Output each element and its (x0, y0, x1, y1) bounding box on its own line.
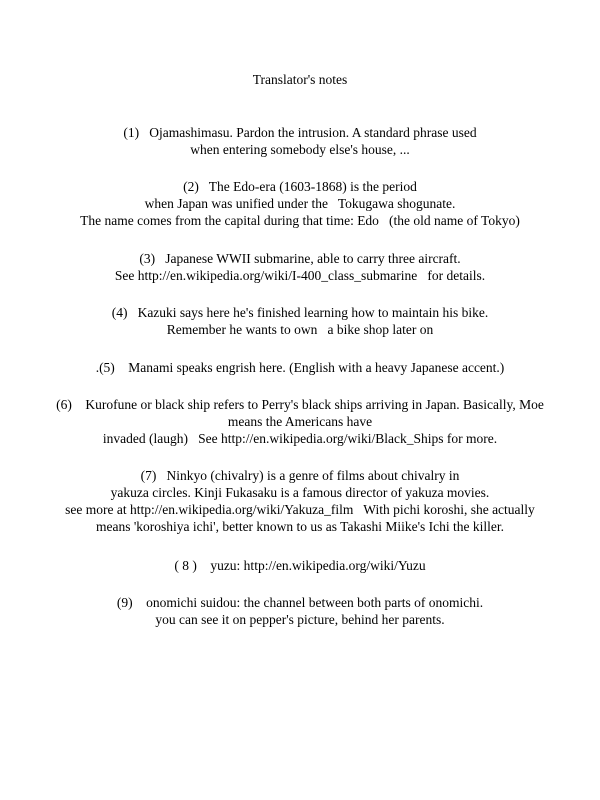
note-6-line-2: means the Americans have (227, 414, 373, 429)
note-8 (0, 557, 600, 574)
note-2-line-3: The name comes from the capital during that time: Edo (the old name of Tokyo) (80, 213, 520, 228)
note-1-line-2: when entering somebody else's house, ... (190, 142, 410, 157)
page-title: Translator's notes (252, 72, 348, 87)
note-9 (0, 594, 600, 628)
note-8-line-1: ( 8 ) yuzu: http://en.wikipedia.org/wiki/Yuzu (174, 558, 426, 573)
note-6-line-1: (6) Kurofune or black ship refers to Perry's black ships arriving in Japan. Basically, Moe (56, 397, 544, 412)
note-7-line-1: (7) Ninkyo (chivalry) is a genre of films about chivalry in (140, 468, 460, 483)
note-2-line-2: when Japan was unified under the Tokugawa shogunate. (144, 196, 456, 211)
note-9-line-2: you can see it on pepper's picture, behind her parents. (155, 612, 445, 627)
note-7-line-3: see more at http://en.wikipedia.org/wiki/Yakuza_film With pichi koroshi, she actually (65, 502, 535, 517)
note-4 (0, 304, 600, 338)
note-3-line-1: (3) Japanese WWII submarine, able to carry three aircraft. (139, 251, 461, 266)
note-4-line-2: Remember he wants to own a bike shop later on (166, 322, 434, 337)
note-1-line-1: (1) Ojamashimasu. Pardon the intrusion. A standard phrase used (123, 125, 477, 140)
note-7-line-4: means 'koroshiya ichi', better known to us as Takashi Miike's Ichi the killer. (95, 519, 505, 534)
note-2-line-1: (2) The Edo-era (1603-1868) is the period (183, 179, 417, 194)
note-2 (0, 178, 600, 229)
note-7 (0, 467, 600, 535)
note-6-line-3: invaded (laugh) See http://en.wikipedia.org/wiki/Black_Ships for more. (102, 431, 498, 446)
note-5-line-1: .(5) Manami speaks engrish here. (English with a heavy Japanese accent.) (95, 360, 505, 375)
note-6 (0, 396, 600, 447)
note-9-line-1: (9) onomichi suidou: the channel between both parts of onomichi. (116, 595, 484, 610)
note-5 (0, 359, 600, 376)
note-7-line-2: yakuza circles. Kinji Fukasaku is a famous director of yakuza movies. (110, 485, 490, 500)
note-3-line-2: See http://en.wikipedia.org/wiki/I-400_class_submarine for details. (114, 268, 486, 283)
note-1 (0, 124, 600, 158)
note-4-line-1: (4) Kazuki says here he's finished learning how to maintain his bike. (111, 305, 489, 320)
note-3 (0, 250, 600, 284)
